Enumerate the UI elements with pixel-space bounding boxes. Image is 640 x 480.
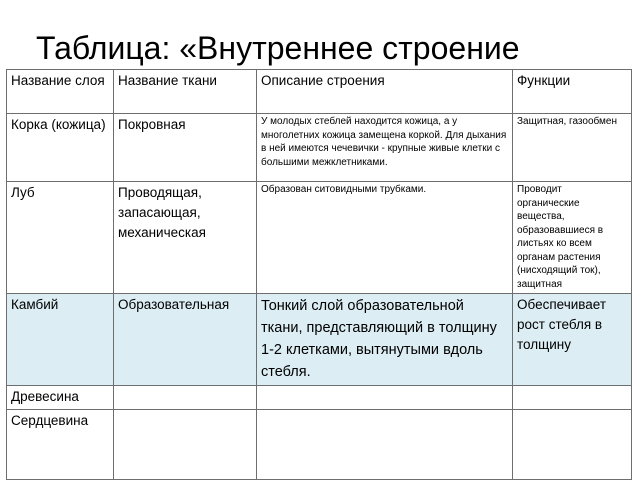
description-cell: У молодых стеблей находится кожица, а у многолетних кожица замещена коркой. Для дыхания в ней имеются чечевички - крупные живые клетки с большими межклетниками.	[257, 114, 513, 182]
header-tissue-name: Название ткани	[114, 70, 257, 114]
function-cell: Проводит органические вещества, образовавшиеся в листьях ко всем органам растения (нисходящий ток), защитная	[513, 182, 632, 294]
layer-cell: Древесина	[7, 386, 114, 410]
function-cell	[513, 410, 632, 480]
table-row	[7, 294, 632, 386]
header-functions: Функции	[513, 70, 632, 114]
table-row	[7, 182, 632, 294]
description-cell: Тонкий слой образовательной ткани, представляющий в толщину 1-2 клетками, вытянутыми вдоль стебля.	[257, 294, 513, 386]
stem-structure-table	[6, 69, 632, 480]
table-row	[7, 114, 632, 182]
tissue-cell: Покровная	[114, 114, 257, 182]
header-layer-name: Название слоя	[7, 70, 114, 114]
tissue-cell: Образовательная	[114, 294, 257, 386]
layer-cell: Камбий	[7, 294, 114, 386]
function-cell	[513, 386, 632, 410]
table-header-row	[7, 70, 632, 114]
header-structure-description: Описание строения	[257, 70, 513, 114]
layer-cell: Луб	[7, 182, 114, 294]
slide-title: Таблица: «Внутреннее строение	[36, 30, 520, 66]
layer-cell: Корка (кожица)	[7, 114, 114, 182]
tissue-cell	[114, 410, 257, 480]
table-row	[7, 386, 632, 410]
tissue-cell	[114, 386, 257, 410]
description-cell	[257, 386, 513, 410]
function-cell: Обеспечивает рост стебля в толщину	[513, 294, 632, 386]
table-row	[7, 410, 632, 480]
tissue-cell: Проводящая, запасающая, механическая	[114, 182, 257, 294]
layer-cell: Сердцевина	[7, 410, 114, 480]
description-cell: Образован ситовидными трубками.	[257, 182, 513, 294]
description-cell	[257, 410, 513, 480]
function-cell: Защитная, газообмен	[513, 114, 632, 182]
